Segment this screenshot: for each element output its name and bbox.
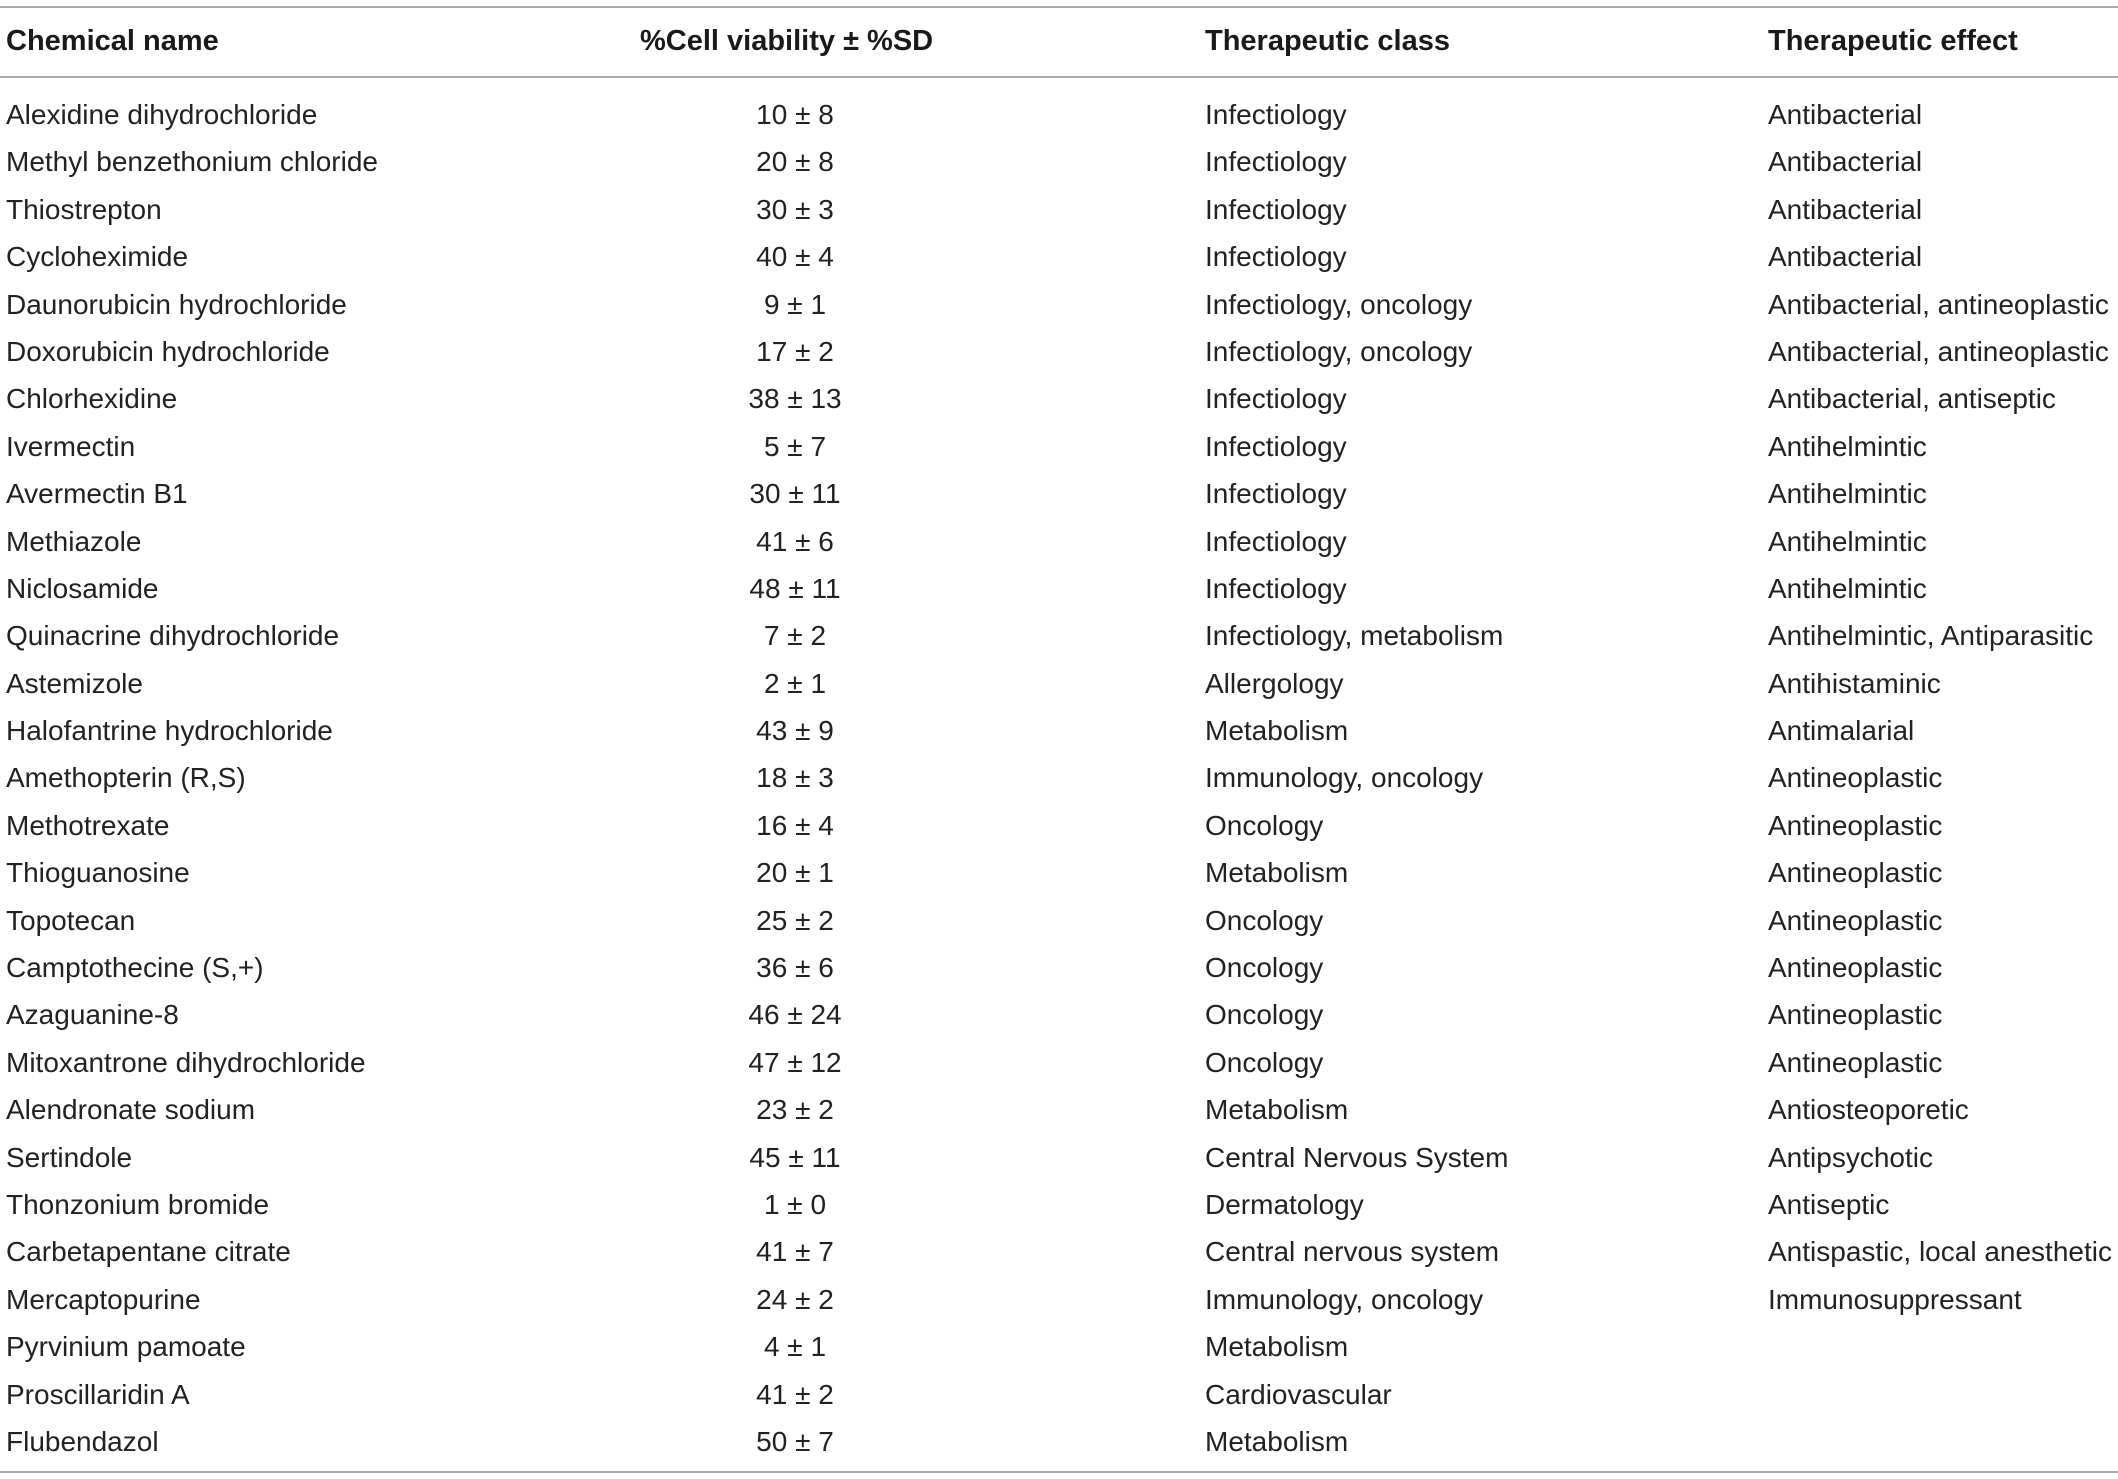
table-header-rule xyxy=(0,76,2118,78)
cell-chemical-name: Mercaptopurine xyxy=(6,1283,201,1315)
cell-therapeutic-class: Infectiology xyxy=(1205,525,1347,557)
cell-viability: 40 ± 4 xyxy=(756,241,834,273)
cell-chemical-name: Proscillaridin A xyxy=(6,1378,190,1410)
cell-therapeutic-effect: Antineoplastic xyxy=(1768,999,1943,1031)
table-row xyxy=(0,524,2118,571)
header-therapeutic-effect: Therapeutic effect xyxy=(1768,25,2018,57)
cell-therapeutic-effect: Antihelmintic xyxy=(1768,525,1927,557)
cell-chemical-name: Halofantrine hydrochloride xyxy=(6,715,333,747)
cell-therapeutic-class: Immunology, oncology xyxy=(1205,1283,1484,1315)
table-row xyxy=(0,97,2118,144)
cell-therapeutic-class: Infectiology, oncology xyxy=(1205,288,1473,320)
table-row xyxy=(0,808,2118,855)
cell-viability: 41 ± 7 xyxy=(756,1236,834,1268)
cell-therapeutic-effect: Immunosuppressant xyxy=(1768,1283,2022,1315)
cell-therapeutic-class: Metabolism xyxy=(1205,715,1349,747)
cell-chemical-name: Chlorhexidine xyxy=(6,383,178,415)
cell-therapeutic-class: Infectiology xyxy=(1205,478,1347,510)
cell-chemical-name: Methyl benzethonium chloride xyxy=(6,146,378,178)
table-row xyxy=(0,239,2118,286)
cell-chemical-name: Methiazole xyxy=(6,525,142,557)
table-body xyxy=(0,97,2118,1471)
cell-chemical-name: Thioguanosine xyxy=(6,857,190,889)
cell-therapeutic-effect: Antiseptic xyxy=(1768,1188,1890,1220)
table-row xyxy=(0,950,2118,997)
cell-chemical-name: Pyrvinium pamoate xyxy=(6,1331,246,1363)
cell-therapeutic-class: Metabolism xyxy=(1205,1425,1349,1457)
header-cell-viability: %Cell viability ± %SD xyxy=(640,25,934,57)
cell-therapeutic-effect: Antibacterial, antineoplastic xyxy=(1768,288,2109,320)
table-row xyxy=(0,429,2118,476)
cell-viability: 4 ± 1 xyxy=(763,1331,827,1363)
cell-viability: 41 ± 2 xyxy=(756,1378,834,1410)
cell-therapeutic-class: Immunology, oncology xyxy=(1205,762,1484,794)
cell-therapeutic-effect: Antihelmintic, Antiparasitic xyxy=(1768,620,2094,652)
cell-therapeutic-effect: Antineoplastic xyxy=(1768,809,1943,841)
header-therapeutic-class: Therapeutic class xyxy=(1205,25,1450,57)
cell-therapeutic-effect: Antibacterial xyxy=(1768,99,1923,130)
cell-therapeutic-effect: Antihelmintic xyxy=(1768,572,1927,604)
cell-chemical-name: Thiostrepton xyxy=(6,193,162,225)
cell-therapeutic-class: Oncology xyxy=(1205,904,1324,936)
cell-therapeutic-effect: Antibacterial, antineoplastic xyxy=(1768,335,2109,367)
cell-therapeutic-class: Oncology xyxy=(1205,809,1324,841)
cell-viability: 46 ± 24 xyxy=(748,999,842,1031)
cell-viability: 18 ± 3 xyxy=(756,762,834,794)
cell-therapeutic-class: Cardiovascular xyxy=(1205,1378,1392,1410)
cell-chemical-name: Flubendazol xyxy=(6,1425,159,1457)
cell-therapeutic-effect: Antihistaminic xyxy=(1768,667,1941,699)
table-row xyxy=(0,1377,2118,1424)
cell-chemical-name: Sertindole xyxy=(6,1141,133,1173)
cell-chemical-name: Astemizole xyxy=(6,667,143,699)
table-bottom-rule xyxy=(0,1471,2118,1473)
table-row xyxy=(0,760,2118,807)
table-row xyxy=(0,381,2118,428)
cell-therapeutic-effect: Antibacterial xyxy=(1768,146,1923,178)
cell-viability: 38 ± 13 xyxy=(748,383,842,415)
cell-therapeutic-class: Oncology xyxy=(1205,1046,1324,1078)
cell-therapeutic-class: Infectiology, metabolism xyxy=(1205,620,1504,652)
table-row xyxy=(0,1092,2118,1139)
table-row xyxy=(0,571,2118,618)
cell-viability: 43 ± 9 xyxy=(756,715,834,747)
cell-chemical-name: Cycloheximide xyxy=(6,241,189,273)
cell-viability: 16 ± 4 xyxy=(756,809,834,841)
cell-chemical-name: Azaguanine-8 xyxy=(6,999,179,1031)
cell-therapeutic-class: Infectiology xyxy=(1205,193,1347,225)
cell-therapeutic-class: Infectiology xyxy=(1205,99,1347,130)
table-row xyxy=(0,1234,2118,1281)
table-row xyxy=(0,334,2118,381)
cell-therapeutic-effect: Antiosteoporetic xyxy=(1768,1094,1969,1126)
cell-viability: 10 ± 8 xyxy=(756,99,834,130)
cell-therapeutic-effect: Antispastic, local anesthetic xyxy=(1768,1236,2112,1268)
cell-chemical-name: Doxorubicin hydrochloride xyxy=(6,335,330,367)
table-row xyxy=(0,1187,2118,1234)
cell-therapeutic-effect: Antineoplastic xyxy=(1768,952,1943,984)
cell-therapeutic-class: Metabolism xyxy=(1205,1331,1349,1363)
cell-viability: 30 ± 3 xyxy=(756,193,834,225)
cell-viability: 30 ± 11 xyxy=(749,478,841,510)
cell-therapeutic-effect: Antineoplastic xyxy=(1768,857,1943,889)
cell-therapeutic-class: Central Nervous System xyxy=(1205,1141,1509,1173)
table-row xyxy=(0,287,2118,334)
table-row xyxy=(0,1282,2118,1329)
cell-therapeutic-effect: Antineoplastic xyxy=(1768,762,1943,794)
cell-therapeutic-class: Allergology xyxy=(1205,667,1344,699)
cell-therapeutic-effect: Antineoplastic xyxy=(1768,904,1943,936)
cell-therapeutic-class: Metabolism xyxy=(1205,857,1349,889)
cell-therapeutic-class: Dermatology xyxy=(1205,1188,1364,1220)
cell-therapeutic-class: Infectiology, oncology xyxy=(1205,335,1473,367)
cell-viability: 48 ± 11 xyxy=(749,572,841,604)
cell-viability: 1 ± 0 xyxy=(763,1188,827,1220)
table-row xyxy=(0,192,2118,239)
table-row xyxy=(0,903,2118,950)
cell-viability: 7 ± 2 xyxy=(763,620,827,652)
cell-viability: 20 ± 1 xyxy=(756,857,834,889)
cell-chemical-name: Topotecan xyxy=(6,904,136,936)
table-row xyxy=(0,1329,2118,1376)
cell-chemical-name: Niclosamide xyxy=(6,572,159,604)
table-row xyxy=(0,618,2118,665)
cell-chemical-name: Amethopterin (R,S) xyxy=(6,762,246,794)
table-row xyxy=(0,997,2118,1044)
cell-viability: 36 ± 6 xyxy=(756,952,834,984)
cell-therapeutic-effect: Antihelmintic xyxy=(1768,430,1927,462)
cell-therapeutic-effect: Antibacterial xyxy=(1768,193,1923,225)
cell-viability: 17 ± 2 xyxy=(756,335,834,367)
cell-chemical-name: Methotrexate xyxy=(6,809,170,841)
cell-therapeutic-class: Infectiology xyxy=(1205,572,1347,604)
cell-therapeutic-effect: Antibacterial, antiseptic xyxy=(1768,383,2056,415)
cell-therapeutic-effect: Antibacterial xyxy=(1768,241,1923,273)
table-row xyxy=(0,476,2118,523)
cell-viability: 50 ± 7 xyxy=(756,1425,834,1457)
cell-therapeutic-effect: Antimalarial xyxy=(1768,715,1915,747)
table-header-row xyxy=(0,6,2118,76)
cell-chemical-name: Quinacrine dihydrochloride xyxy=(6,620,340,652)
cell-chemical-name: Alexidine dihydrochloride xyxy=(6,99,318,130)
cell-therapeutic-class: Metabolism xyxy=(1205,1094,1349,1126)
cell-chemical-name: Daunorubicin hydrochloride xyxy=(6,288,347,320)
cell-therapeutic-effect: Antihelmintic xyxy=(1768,478,1927,510)
table-row xyxy=(0,855,2118,902)
table-row xyxy=(0,1140,2118,1187)
cell-chemical-name: Alendronate sodium xyxy=(6,1094,256,1126)
cell-therapeutic-class: Infectiology xyxy=(1205,146,1347,178)
cell-viability: 25 ± 2 xyxy=(756,904,834,936)
cell-viability: 9 ± 1 xyxy=(763,288,827,320)
cell-viability: 24 ± 2 xyxy=(756,1283,834,1315)
cell-viability: 45 ± 11 xyxy=(749,1141,841,1173)
cell-therapeutic-class: Infectiology xyxy=(1205,241,1347,273)
cell-therapeutic-class: Infectiology xyxy=(1205,430,1347,462)
cell-chemical-name: Camptothecine (S,+) xyxy=(6,952,264,984)
cell-viability: 5 ± 7 xyxy=(763,430,827,462)
cell-viability: 47 ± 12 xyxy=(748,1046,842,1078)
cell-chemical-name: Avermectin B1 xyxy=(6,478,188,510)
cell-therapeutic-class: Central nervous system xyxy=(1205,1236,1500,1268)
table-row xyxy=(0,1424,2118,1471)
cell-chemical-name: Thonzonium bromide xyxy=(6,1188,270,1220)
table-row xyxy=(0,666,2118,713)
cell-therapeutic-effect: Antipsychotic xyxy=(1768,1141,1933,1173)
cell-therapeutic-class: Oncology xyxy=(1205,952,1324,984)
cell-therapeutic-class: Infectiology xyxy=(1205,383,1347,415)
cell-viability: 23 ± 2 xyxy=(756,1094,834,1126)
cell-viability: 2 ± 1 xyxy=(763,667,827,699)
cell-therapeutic-class: Oncology xyxy=(1205,999,1324,1031)
cell-chemical-name: Ivermectin xyxy=(6,430,136,462)
table-row xyxy=(0,1045,2118,1092)
table-row xyxy=(0,144,2118,191)
header-chemical-name: Chemical name xyxy=(6,25,219,57)
table-row xyxy=(0,713,2118,760)
cell-chemical-name: Carbetapentane citrate xyxy=(6,1236,291,1268)
cell-chemical-name: Mitoxantrone dihydrochloride xyxy=(6,1046,366,1078)
cell-viability: 20 ± 8 xyxy=(756,146,834,178)
cell-therapeutic-effect: Antineoplastic xyxy=(1768,1046,1943,1078)
cell-viability: 41 ± 6 xyxy=(756,525,834,557)
